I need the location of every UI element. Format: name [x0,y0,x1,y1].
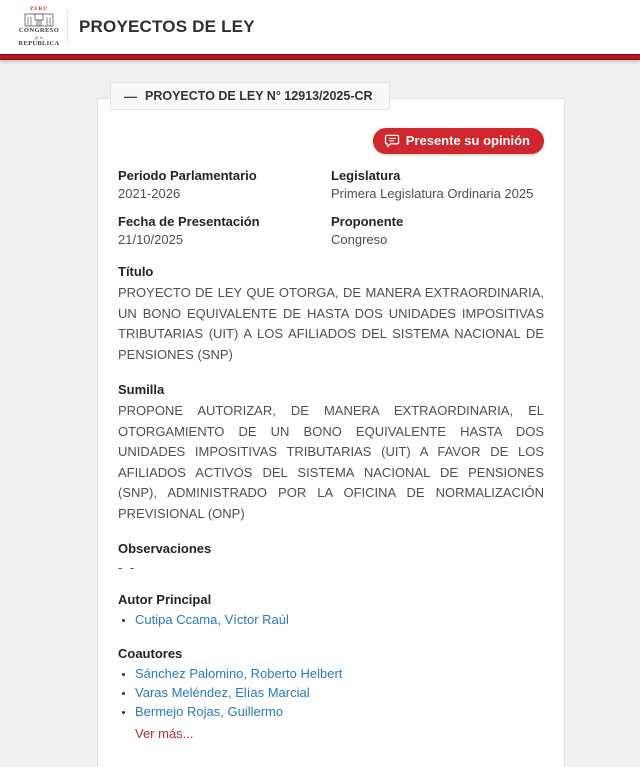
list-item [135,612,544,628]
opinion-button-label: Presente su opinión [405,133,530,148]
field-value: Primera Legislatura Ordinaria 2025 [331,186,534,201]
section-observaciones [118,541,544,575]
ver-mas-link[interactable]: Ver más... [135,726,194,742]
field-periodo-parlamentario [118,168,331,201]
section-label: Autor Principal [118,592,212,608]
main-area [0,60,640,767]
section-sumilla [118,382,544,524]
list-item [135,685,544,701]
field-label: Legislatura [331,168,401,183]
field-value: Congreso [331,232,388,247]
field-label: Periodo Parlamentario [118,168,257,183]
field-value: 2021-2026 [118,186,181,201]
bill-number-title: PROYECTO DE LEY N° 12913/2025-CR [145,89,373,103]
bill-card-body [98,128,564,767]
autor-principal-list [118,612,544,628]
coautores-list [118,666,544,721]
section-titulo [118,264,544,365]
page-title: PROYECTOS DE LEY [79,17,255,36]
congress-building-icon [24,13,54,27]
section-autor-principal [118,592,544,628]
logo-peru-text: PERÚ [30,7,48,12]
author-link[interactable]: Cutipa Ccama, Víctor Raúl [135,612,289,628]
field-value: 21/10/2025 [118,232,184,247]
section-label: Coautores [118,645,183,661]
bill-card [97,88,565,767]
observaciones-value: - - [118,560,137,576]
logo-dela-text: de la [35,34,43,40]
section-label: Sumilla [118,382,165,398]
author-link[interactable]: Varas Meléndez, Elías Marcial [135,684,310,700]
congress-logo[interactable] [17,7,61,47]
author-link[interactable]: Sánchez Palomino, Roberto Helbert [135,665,343,681]
header-divider [67,10,68,44]
opinion-button[interactable] [373,128,544,154]
field-label: Fecha de Presentación [118,214,260,229]
section-coautores [118,646,544,744]
field-label: Proponente [331,214,404,229]
list-item [135,666,544,682]
titulo-text: PROYECTO DE LEY QUE OTORGA, DE MANERA EXTRAORDINARIA, UN BONO EQUIVALENTE DE HASTA DOS UNIDADES IMPOSITIVAS TRIBUTARIAS (UIT) A LOS AFILIADOS DEL SISTEMA NACIONAL DE PENSIONES (SNP) [118,285,544,362]
logo-congreso-text: CONGRESO [18,27,60,34]
logo-republica-text: REPÚBLICA [18,39,60,47]
field-legislatura [331,168,544,201]
section-label: Observaciones [118,541,212,557]
app-header [0,0,640,54]
section-label: Título [118,264,154,279]
bill-card-tab[interactable] [110,82,390,110]
list-item [135,704,544,720]
field-proponente [331,214,544,247]
sumilla-text: PROPONE AUTORIZAR, DE MANERA EXTRAORDINARIA, EL OTORGAMIENTO DE UN BONO EQUIVALENTE HASTA DOS UNIDADES IMPOSITIVAS TRIBUTARIAS (UIT) A FAVOR DE LOS AFILIADOS ACTIVOS DEL SISTEMA NACIONAL DE PENSIONES (SNP), ADMINISTRADO POR LA OFICINA DE NORMALIZACIÓN PREVISIONAL (ONP) [118,403,544,521]
field-fecha-presentacion [118,214,331,247]
opinion-button-row [118,128,544,154]
speech-bubble-icon [385,134,400,148]
collapse-icon[interactable]: — [124,88,137,104]
author-link[interactable]: Bermejo Rojas, Guillermo [135,704,284,720]
bill-fields [118,168,544,247]
